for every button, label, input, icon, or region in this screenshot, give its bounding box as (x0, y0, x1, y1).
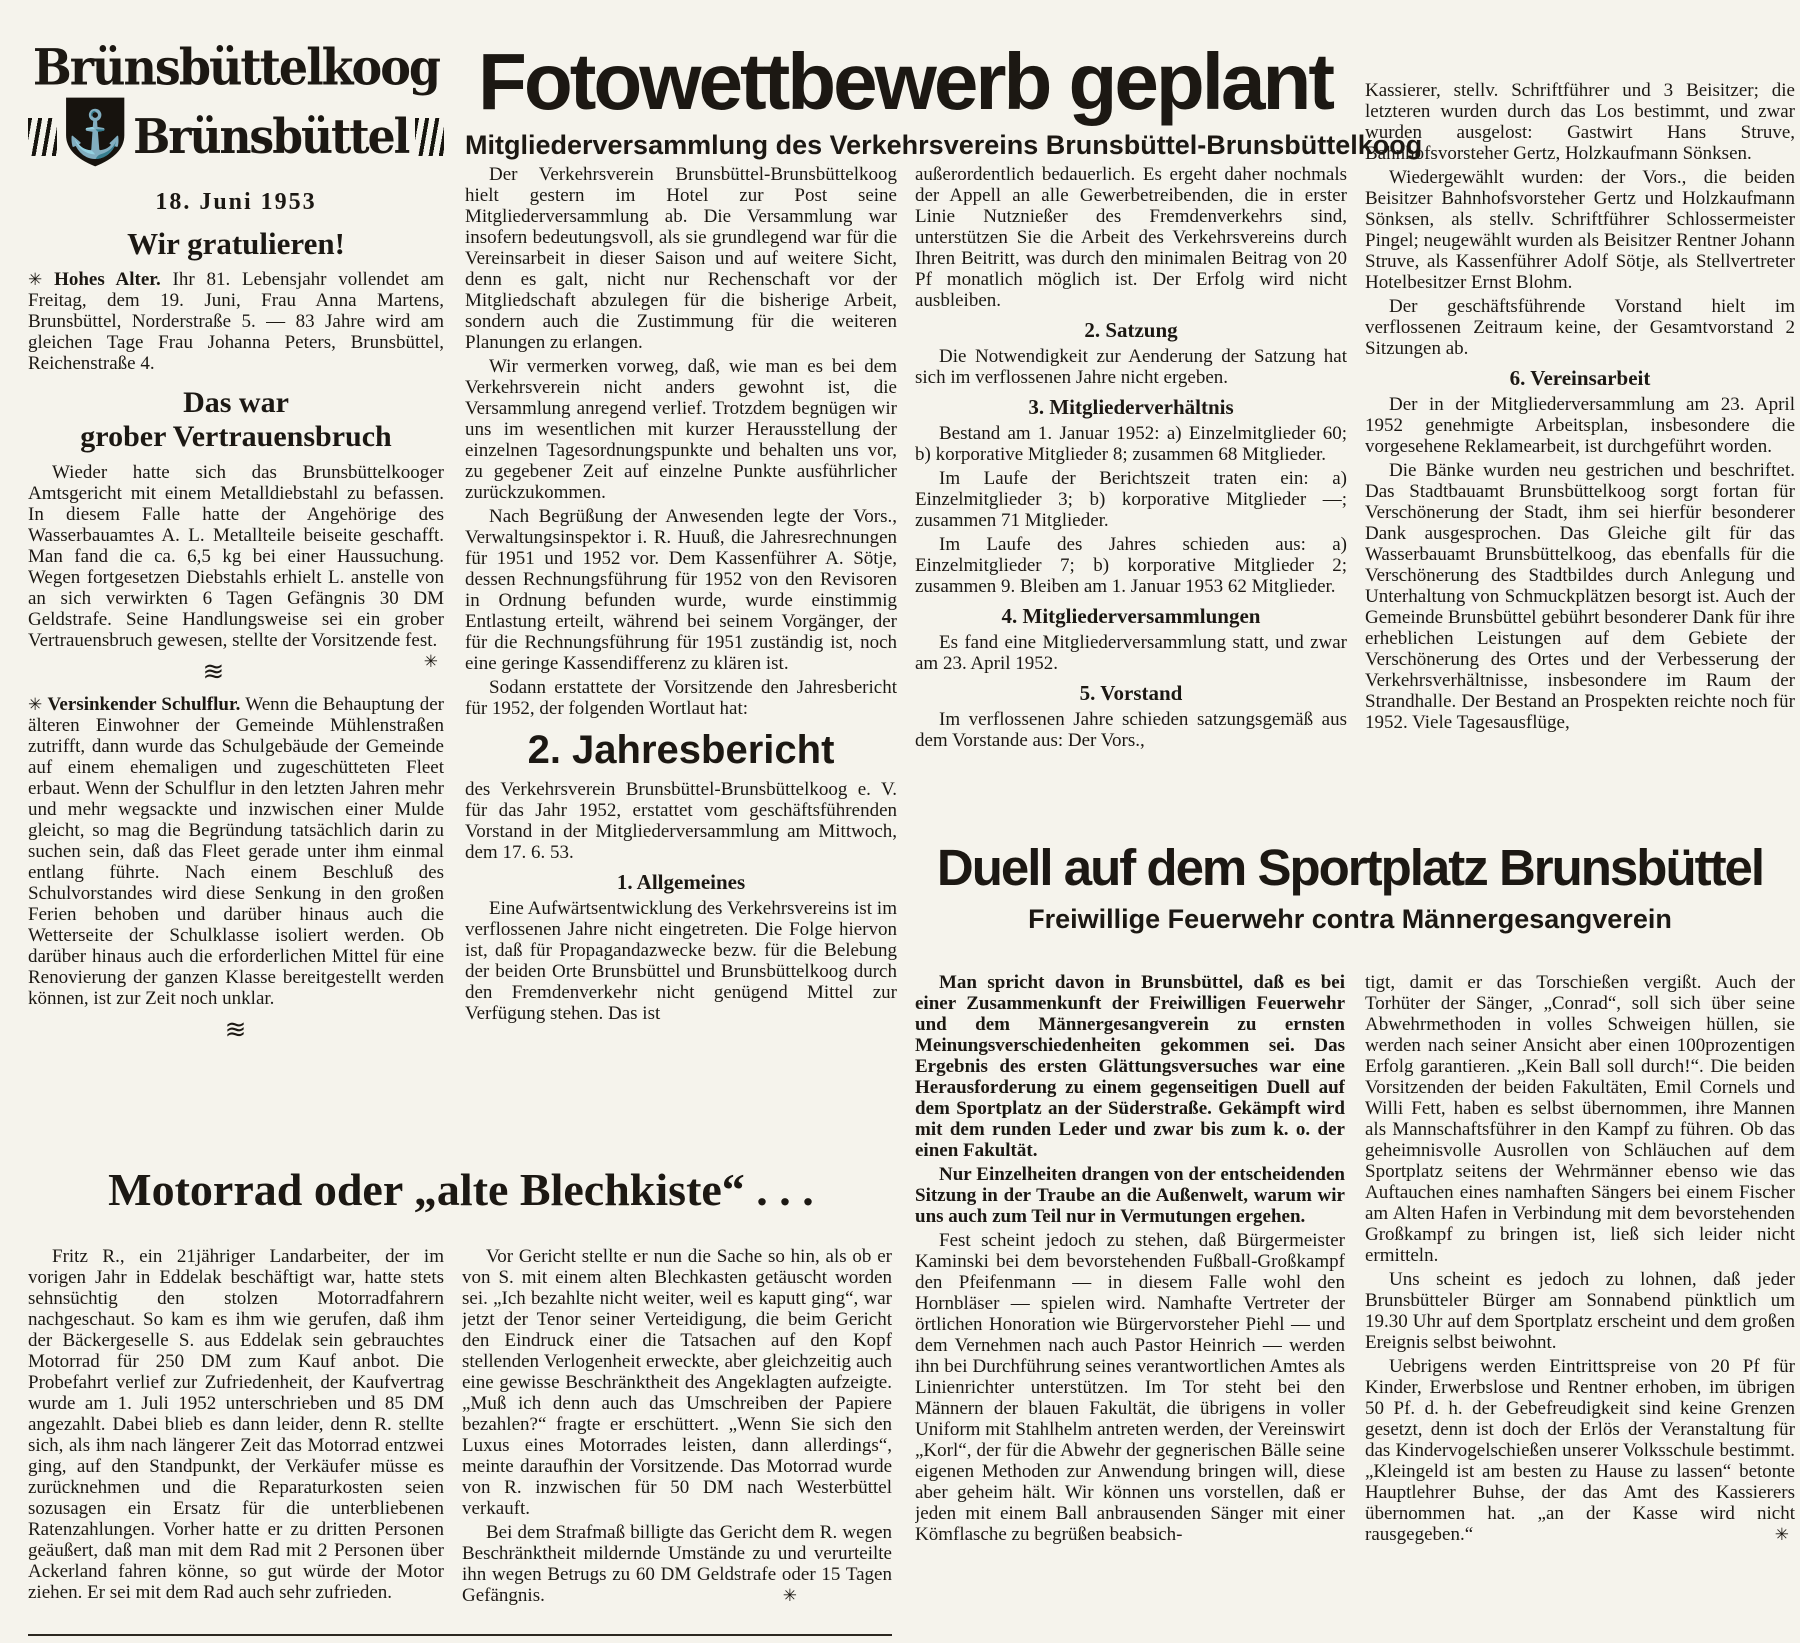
heading-vereinsarbeit: 6. Vereinsarbeit (1509, 366, 1651, 390)
article-paragraph: Im Laufe der Berichtszeit traten ein: a) Einzelmitglieder 3; b) korporative Mitglieder —; zusammen 71 Mitglieder. (915, 468, 1347, 531)
schulflur-lead: Versinkender Schulflur. (47, 694, 241, 715)
motorrad-column-2 (462, 1246, 892, 1643)
anchor-shield-emblem (64, 90, 126, 174)
heading-vertrauensbruch-line1: Das war (183, 386, 289, 419)
heading-jahresbericht: 2. Jahresbericht (527, 728, 835, 772)
flourish-left-icon (28, 118, 57, 156)
headline-motorrad: Motorrad oder „alte Blechkiste“ . . . (108, 1164, 814, 1215)
article-paragraph: Die Notwendigkeit zur Aenderung der Satzung hat sich im verflossenen Jahre nicht ergeben. (915, 346, 1347, 388)
heading-vorstand: 5. Vorstand (1079, 681, 1183, 705)
article-paragraph: tigt, damit er das Torschießen vergißt. Auch der Torhüter der Sänger, „Conrad“, soll sich über seine Abwehrmethoden in volles Schweigen hüllen, sie werden nach seiner Ansicht aber einen 100prozentigen Erfolg garantieren. „Kein Ball soll durch!“. Die beiden Vorsitzenden der beiden Fakultäten, Emil Cornels und Willi Fett, haben es selbst übernommen, ihre Mannen als Mannschaftsführer in den Kampf zu führen. Ob das geheimnisvolle Ausrollen von Schläuchen auf dem Sportplatz seitens der Wehrmänner ebenso wie das Auftauchen eines namhaften Sängers bei einem Fischer am Alten Hafen in Verbindung mit dem bevorstehenden Großkampf zu bringen ist, ließ sich leider nicht ermitteln. (1365, 972, 1795, 1266)
duell-column-2 (1365, 972, 1795, 1643)
article-paragraph: Im Laufe des Jahres schieden aus: a) Einzelmitglieder 7; b) korporative Mitglieder 2; zusammen 9. Bleiben am 1. Januar 1953 62 Mitglieder. (915, 534, 1347, 597)
masthead-date: 18. Juni 1953 (155, 189, 317, 215)
star-icon: ✳ (782, 1586, 797, 1605)
article-paragraph: Bestand am 1. Januar 1952: a) Einzelmitglieder 60; b) korporative Mitglieder 8; zusammen 68 Mitglieder. (915, 423, 1347, 465)
article-paragraph (462, 1522, 892, 1606)
duell-column-1 (915, 972, 1345, 1643)
gratulieren-lead: Hohes Alter. (54, 269, 161, 290)
star-icon: ✳ (1774, 1525, 1789, 1544)
heading-vertrauensbruch (28, 386, 444, 454)
schulflur-paragraph (28, 694, 444, 1009)
headline-fotowettbewerb: Fotowettbewerb geplant (478, 37, 1332, 126)
vertrauensbruch-paragraph (28, 462, 444, 671)
article-paragraph: Fest scheint jedoch zu stehen, daß Bürgermeister Kaminski bei dem bevorstehenden Fußball-Großkampf den Pfeifenmann — in diesem Falle wohl den Hornbläser — spielen wird. Namhafte Vertreter der örtlichen Honoration wie Bürgervorsteher Piehl — und dem Vernehmen nach auch Pastor Heinrich — werden ihn bei Durchführung seines verantwortlichen Amtes als Linienrichter unterstützen. Im Tor steht bei den Männern der blauen Fakultät, die übrigens in voller Uniform mit Stahlhelm antreten werden, der Vereinswirt „Korl“, der für die Abwehr der gegnerischen Bälle seine eigenen Methoden zur Anwendung bringen will, diese aber geheim hält. Wir können uns vorstellen, daß er jeden mit einem Ball anbrausenden Sänger mit einer Kömflasche zu begrüßen beabsich- (915, 1230, 1345, 1545)
wave-divider-icon: ≋ (202, 657, 226, 686)
headline-duell: Duell auf dem Sportplatz Brunsbüttel (936, 839, 1764, 896)
heading-mitgliederversammlungen: 4. Mitgliederversammlungen (1001, 604, 1261, 628)
heading-allgemeines: 1. Allgemeines (616, 870, 746, 894)
article-paragraph: Der in der Mitgliederversammlung am 23. April 1952 genehmigte Arbeitsplan, insbesondere die vorgesehene Reklamearbeit, ist durchgeführt worden. (1365, 394, 1795, 457)
article-paragraph: Der geschäftsführende Vorstand hielt im verflossenen Zeitraum keine, der Gesamtvorstand 2 Sitzungen ab. (1365, 296, 1795, 359)
motorrad-column-1 (28, 1246, 444, 1636)
flourish-right-icon (415, 118, 444, 156)
heading-satzung: 2. Satzung (1084, 318, 1178, 342)
vertrauensbruch-body: Wieder hatte sich das Brunsbüttelkooger Amtsgericht mit einem Metalldiebstahl zu befassen. In diesem Falle hatte der Angehörige des Wasserbauamtes A. L. Metallteile beiseite geschafft. Man fand die ca. 6,5 kg bei einer Haussuchung. Wegen fortgesetzen Diebstahls erhielt L. anstelle von an sich verwirkten 6 Tagen Gefängnis 30 DM Geldstrafe. Seine Handlungsweise sei ein grober Vertrauensbruch gewesen, stellte der Vorsitzende fest. (28, 462, 444, 651)
gratulieren-paragraph (28, 269, 444, 374)
foto-column-1 (465, 164, 897, 1027)
masthead-title-line2: Brünsbüttel (133, 109, 409, 165)
article-paragraph: Eine Aufwärtsentwicklung des Verkehrsvereins ist im verflossenen Jahre nicht eingetreten. Die Folge hiervon ist, daß für Propagandazwecke bezw. für die Belebung der beiden Orte Brunsbüttel und Brunsbüttelkoog durch den Fremdenverkehr nicht genügend Mittel zur Verfügung stehen. Das ist (465, 898, 897, 1024)
subhead-duell: Freiwillige Feuerwehr contra Männergesangverein (1028, 904, 1672, 934)
article-paragraph-bold: Man spricht davon in Brunsbüttel, daß es bei einer Zusammenkunft der Freiwilligen Feuerwehr und dem Männergesangverein zu ernsten Meinungsverschiedenheiten gekommen sei. Das Ergebnis des ersten Glättungsversuches war eine Herausforderung zu einem gegenseitigen Duell auf dem Sportplatz an der Süderstraße. Gekämpft wird mit dem runden Leder und zwar bis zum k. o. der einen Fakultät. (915, 972, 1345, 1161)
article-paragraph: Wir vermerken vorweg, daß, wie man es bei dem Verkehrsverein nicht anders gewohnt ist, die Versammlung anregend verlief. Trotzdem begnügen wir uns im wesentlichen mit kurzer Herausstellung der einzelnen Tagesordnungspunkte und behalten uns vor, zu gegebener Zeit auf einzelne Punkte ausführlicher zurückzukommen. (465, 356, 897, 503)
subhead-fotowettbewerb: Mitgliederversammlung des Verkehrsvereins Brunsbüttel-Brunsbüttelkoog (465, 130, 1423, 160)
article-paragraph: Fritz R., ein 21jähriger Landarbeiter, der im vorigen Jahr in Eddelak beschäftigt war, hatte stets sehnsüchtig den stolzen Motorradfahrern nachgeschaut. So kam es ihm wie gerufen, daß ihm der Bäckergeselle S. aus Eddelak sein gebrauchtes Motorrad für 250 DM zum Kauf anbot. Die Probefahrt verlief zur Zufriedenheit, der Kaufvertrag wurde am 1. Juli 1952 unterschrieben und 85 DM angezahlt. Dabei blieb es dann leider, denn R. stellte sich, als ihm nach längerer Zeit das Motorrad entzwei ging, auf den Standpunkt, der Verkäufer müsse es zurücknehmen und die Reparaturkosten seien sozusagen ein Ersatz für die unterbliebenen Ratenzahlungen. Vorher hatte er zu dritten Personen geäußert, daß man mit dem Rad mit 2 Personen über Ackerland fahren könne, so gut würde der Motor ziehen. Er sei mit dem Rad auch sehr zufrieden. (28, 1246, 444, 1603)
jahresbericht-intro: des Verkehrsverein Brunsbüttel-Brunsbüttelkoog e. V. für das Jahr 1952, erstattet vom geschäftsführenden Vorstand in der Mitgliederversammlung am Mittwoch, dem 17. 6. 53. (465, 779, 897, 863)
article-paragraph: Der Verkehrsverein Brunsbüttel-Brunsbüttelkoog hielt gestern im Hotel zur Post seine Mitgliederversammlung ab. Die Versammlung war insofern bedeutungsvoll, als sie grundlegend war für die Vereinsarbeit in dieser Saison und auf weitere Sicht, denn es galt, nicht nur Rechenschaft vor der Mitgliedschaft abzulegen für die bisherige Arbeit, sondern auch die Zustimmung für die weiteren Planungen zu erlangen. (465, 164, 897, 353)
article-paragraph: Wiedergewählt wurden: der Vors., die beiden Beisitzer Bahnhofsvorsteher Gertz und Holzkaufmann Sönksen, als stellv. Schriftführer Schlossermeister Pingel; neugewählt wurden als Beisitzer Rentner Johann Struve, als Kassenführer Adolf Sötje, als Stellvertreter Hotelbesitzer Ernst Blohm. (1365, 167, 1795, 293)
star-icon: ✳ (28, 270, 43, 289)
article-paragraph-bold: Nur Einzelheiten drangen von der entscheidenden Sitzung in der Traube an die Außenwelt, warum wir uns auch zum Teil nur in Vermutungen ergehen. (915, 1164, 1345, 1227)
article-paragraph: Vor Gericht stellte er nun die Sache so hin, als ob er von S. mit einem alten Blechkasten getäuscht worden sei. „Ich bezahlte nicht weiter, weil es kaputt ging“, war jetzt der Tenor seiner Verteidigung, die beim Gericht den Eindruck einer die Tatsachen auf den Kopf stellenden Verlogenheit erweckte, aber gleichzeitig auch eine gewisse Beschränktheit des Angeklagten aufzeigte. „Muß ich denn auch das Umschreiben der Papiere bezahlen?“ fragte er erschüttert. „Wenn Sie sich den Luxus eines Motorrades leisten, dann allerdings“, meinte daraufhin der Vorsitzende. Das Motorrad wurde von R. inzwischen für 50 DM nach Westerbüttel verkauft. (462, 1246, 892, 1519)
duell-closing-body: Uebrigens werden Eintrittspreise von 20 Pf für Kinder, Erwerbslose und Rentner erhoben, im übrigen 50 Pf. d. h. der Gebefreudigkeit sind keine Grenzen gesetzt, denn ist doch der Erlös der Veranstaltung für das Kindervogelschießen unserer Volksschule bestimmt. „Kleingeld ist am besten zu Hause zu lassen“ betonte Hauptlehrer Buhse, der das Amt des Kassierers übernommen hat. „an der Kasse wird nicht rausgegeben.“ (1365, 1356, 1795, 1545)
heading-vertrauensbruch-line2: grober Vertrauensbruch (80, 420, 392, 453)
article-paragraph: Sodann erstattete der Vorsitzende den Jahresbericht für 1952, der folgenden Wortlaut hat: (465, 677, 897, 719)
motorrad-closing-body: Bei dem Strafmaß billigte das Gericht dem R. wegen Beschränktheit mildernde Umstände zu und verurteilte ihn wegen Betrugs zu 60 DM Geldstrafe oder 15 Tagen Gefängnis. (462, 1522, 892, 1606)
star-icon: ✳ (28, 695, 43, 714)
star-icon: ✳ (423, 652, 438, 671)
article-paragraph: Es fand eine Mitgliederversammlung statt, und zwar am 23. April 1952. (915, 632, 1347, 674)
article-paragraph (1365, 1356, 1795, 1545)
article-paragraph: Kassierer, stellv. Schriftführer und 3 Beisitzer; die letzteren wurden durch das Los bestimmt, und zwar wurden ausgelost: Gastwirt Hans Struve, Bahnhofsvorsteher Gertz, Holzkaufmann Sönksen. (1365, 80, 1795, 164)
wave-divider-icon: ≋ (224, 1015, 248, 1044)
foto-column-2 (915, 164, 1347, 844)
schulflur-body: Wenn die Behauptung der älteren Einwohner der Gemeinde Mühlenstraßen zutrifft, dann wurde das Schulgebäude der Gemeinde auf einem ehemaligen und zugeschütteten Fleet erbaut. Wenn der Schulflur in den letzten Jahren mehr und mehr wegsackte und inzwischen einer Mulde gleicht, so mag die Begründung tatsächlich darin zu suchen sein, daß das Fleet gerade unter ihm einmal entlang führte. Nach einem Beschluß des Schulvorstandes wird diese Senkung in den großen Ferien behoben und darüber hinaus auch die Wetterseite der Schulklasse isoliert werden. Ob darüber hinaus auch die erforderlichen Mittel für eine Renovierung der ganzen Klasse bereitgestellt werden können, ist zur Zeit noch unklar. (28, 694, 445, 1009)
anchor-icon: ⚓ (66, 108, 124, 160)
bottom-rule (28, 1634, 892, 1636)
heading-wir-gratulieren: Wir gratulieren! (127, 226, 345, 261)
article-paragraph: Im verflossenen Jahre schieden satzungsgemäß aus dem Vorstande aus: Der Vors., (915, 709, 1347, 751)
left-column (28, 37, 445, 1052)
article-paragraph: Die Bänke wurden neu gestrichen und beschriftet. Das Stadtbauamt Brunsbüttelkoog sorgt fortan für Verschönerung der Stadt, ihm sei hierfür besonderer Dank ausgesprochen. Das Gleiche gilt für das Wasserbauamt Brunsbüttelkoog, das ebenfalls für die Verschönerung des Stadtbildes durch Anlegung und Unterhaltung von Schmuckplätzen besorgt ist. Auch der Gemeinde Brunsbüttel gebührt besonderer Dank für ihre erheblichen Leistungen auf dem Gebiete der Verschönerung des Ortes und der Verbesserung der Verkehrsverhältnisse, insbesondere im Raum der Strandhalle. Der Bestand an Prospekten reichte noch für 1952. Viele Tagesausflüge, (1365, 460, 1795, 733)
gratulieren-body: Ihr 81. Lebensjahr vollendet am Freitag, dem 19. Juni, Frau Anna Martens, Brunsbüttel, Norderstraße 5. — 83 Jahre wird am gleichen Tage Frau Johanna Peters, Brunsbüttel, Reichenstraße 4. (28, 269, 444, 374)
foto-column-3 (1365, 80, 1795, 736)
masthead-emblem-row (28, 94, 444, 180)
article-paragraph: Uns scheint es jedoch zu lohnen, daß jeder Brunsbütteler Bürger am Sonnabend pünktlich um 19.30 Uhr auf dem Sportplatz erscheint und dem großen Ereignis selbst beiwohnt. (1365, 1269, 1795, 1353)
article-paragraph: außerordentlich bedauerlich. Es ergeht daher nochmals der Appell an alle Gewerbetreibenden, die in erster Linie Nutznießer des Fremdenverkehrs sind, unterstützen Sie die Arbeit des Verkehrsvereins durch Ihren Beitritt, was durch den minimalen Beitrag von 20 Pf monatlich möglich ist. Der Erfolg wird nicht ausbleiben. (915, 164, 1347, 311)
masthead (28, 37, 444, 215)
masthead-title-line1: Brünsbüttelkoog (32, 37, 440, 97)
article-paragraph: Nach Begrüßung der Anwesenden legte der Vors., Verwaltungsinspektor i. R. Huuß, die Jahresrechnungen für 1951 und 1952 vor. Dem Kassenführer A. Sötje, dessen Rechnungsführung für 1952 von den Revisoren in Ordnung befunden wurde, wurde einstimmig Entlastung erteilt, während bei seinem Vorgänger, der für die Rechnungsführung für 1951 zuständig ist, noch eine geringe Kassendifferenz zu klären ist. (465, 506, 897, 674)
heading-mitgliederverhaeltnis: 3. Mitgliederverhältnis (1028, 395, 1234, 419)
